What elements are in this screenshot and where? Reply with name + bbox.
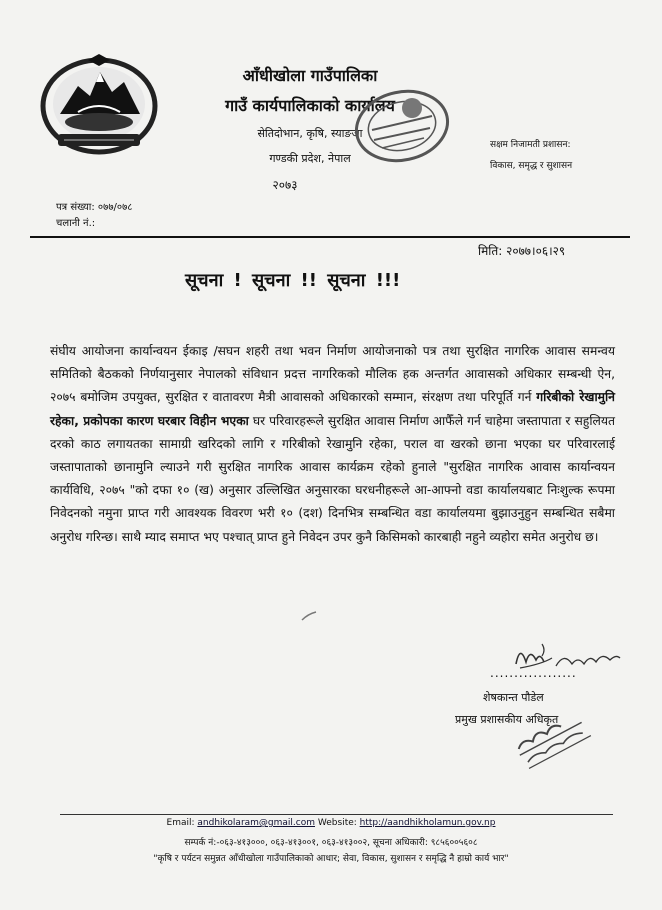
dispatch-number: चलानी नं.: [56, 218, 96, 229]
website-label: Website: [315, 818, 360, 828]
header-divider [30, 236, 630, 238]
established-year: २०७३ [272, 178, 298, 192]
notice-body [50, 340, 615, 549]
footer-divider [60, 814, 613, 815]
email-label: Email: [166, 818, 198, 828]
notice-body-emphasis: गरिबीको रेखामुनि रहेका, प्रकोपका कारण घरबार विहीन भएका [50, 390, 615, 428]
letter-date: मिति: २०७७।०६।२९ [478, 244, 566, 258]
signature-line: .................. [490, 666, 577, 680]
website-link[interactable]: http://aandhikholamun.gov.np [359, 818, 496, 828]
signatory-title: प्रमुख प्रशासकीय अधिकृत [455, 713, 559, 726]
signatory-name: शेषकान्त पौडेल [483, 691, 544, 704]
pen-mark-icon [300, 610, 320, 622]
officer-stamp-icon [505, 698, 600, 776]
footer-phone-line: सम्पर्क नं:-०६३-४१३०००, ०६३-४१३००१, ०६३-४१३००२, सूचना अधिकारी: ९८५६००५६०८ [184, 838, 478, 848]
nepal-government-emblem-icon [38, 52, 160, 156]
email-link[interactable]: andhikolaram@gmail.com [197, 818, 316, 828]
footer-contact-line [0, 818, 662, 828]
notice-title: सूचना ! सूचना !! सूचना !!! [185, 270, 401, 291]
notice-body-part-2: घर परिवारहरूले सुरक्षित आवास निर्माण आफैँले गर्न चाहेमा जस्तापाता र सहुलियत दरको काठ लगायतका सामाग्री खरिदको लागि र गरिबीको रेखामुनि रहेका, पराल वा खरको छाना भएका घर परिवारलाई जस्तापाताको छानामुनि ल्याउने गरी सुरक्षित नागरिक आवास कार्यक्रम रहेको हुनाले "सुरक्षित नागरिक आवास कार्यान्वयन कार्यविधि, २०७५ "को दफा १० (ख) अनुसार उल्लिखित अनुसारका घरधनीहरूले आ-आफ्नो वडा कार्यालयबाट निःशुल्क रूपमा निवेदनको नमुना प्राप्त गरी आवश्यक विवरण भरी १० (दश) दिनभित्र सम्बन्धित वडा कार्यालयमा बुझाउनुहुन सम्बन्धित सबैमा अनुरोध गरिन्छ। साथै म्याद समाप्त भए पश्चात् प्राप्त हुने निवेदन उपर कुनै किसिमको कारबाही नहुने व्यहोरा समेत अनुरोध छ। [50, 413, 615, 544]
municipality-name: आँधीखोला गाउँपालिका [242, 66, 378, 85]
notice-body-part-1: संघीय आयोजना कार्यान्वयन ईकाइ /सघन शहरी तथा भवन निर्माण आयोजनाको पत्र तथा सुरक्षित नागरिक आवास समन्वय समितिको बैठकको निर्णयानुसार नेपालको संविधान प्रदत्त नागरिकको मौलिक हक अन्तर्गत आवासको अधिकार सम्बन्धी ऐन, २०७५ बमोजिम उपयुक्त, सुरक्षित र वातावरण मैत्री आवासको अधिकारको सम्मान, संरक्षण तथा परिपूर्ति गर्न [50, 344, 615, 405]
office-province: गण्डकी प्रदेश, नेपाल [269, 152, 351, 165]
header-tagline-2: विकास, समृद्ध र सुशासन [490, 161, 573, 171]
header-tagline-1: सक्षम निजामती प्रशासन: [490, 140, 571, 150]
footer-slogan: "कृषि र पर्यटन समुन्नत आँधीखोला गाउँपालिकाको आधार; सेवा, विकास, सुशासन र समृद्धि नै हाम्रो कार्य भार" [153, 854, 509, 864]
office-address: सेतिदोभान, कृषि, स्याङजा [257, 127, 363, 140]
letter-number: पत्र संख्या: ०७७/०७८ [56, 202, 133, 213]
office-seal-stamp-icon [352, 86, 452, 166]
office-name: गाउँ कार्यपालिकाको कार्यालय [225, 96, 395, 115]
